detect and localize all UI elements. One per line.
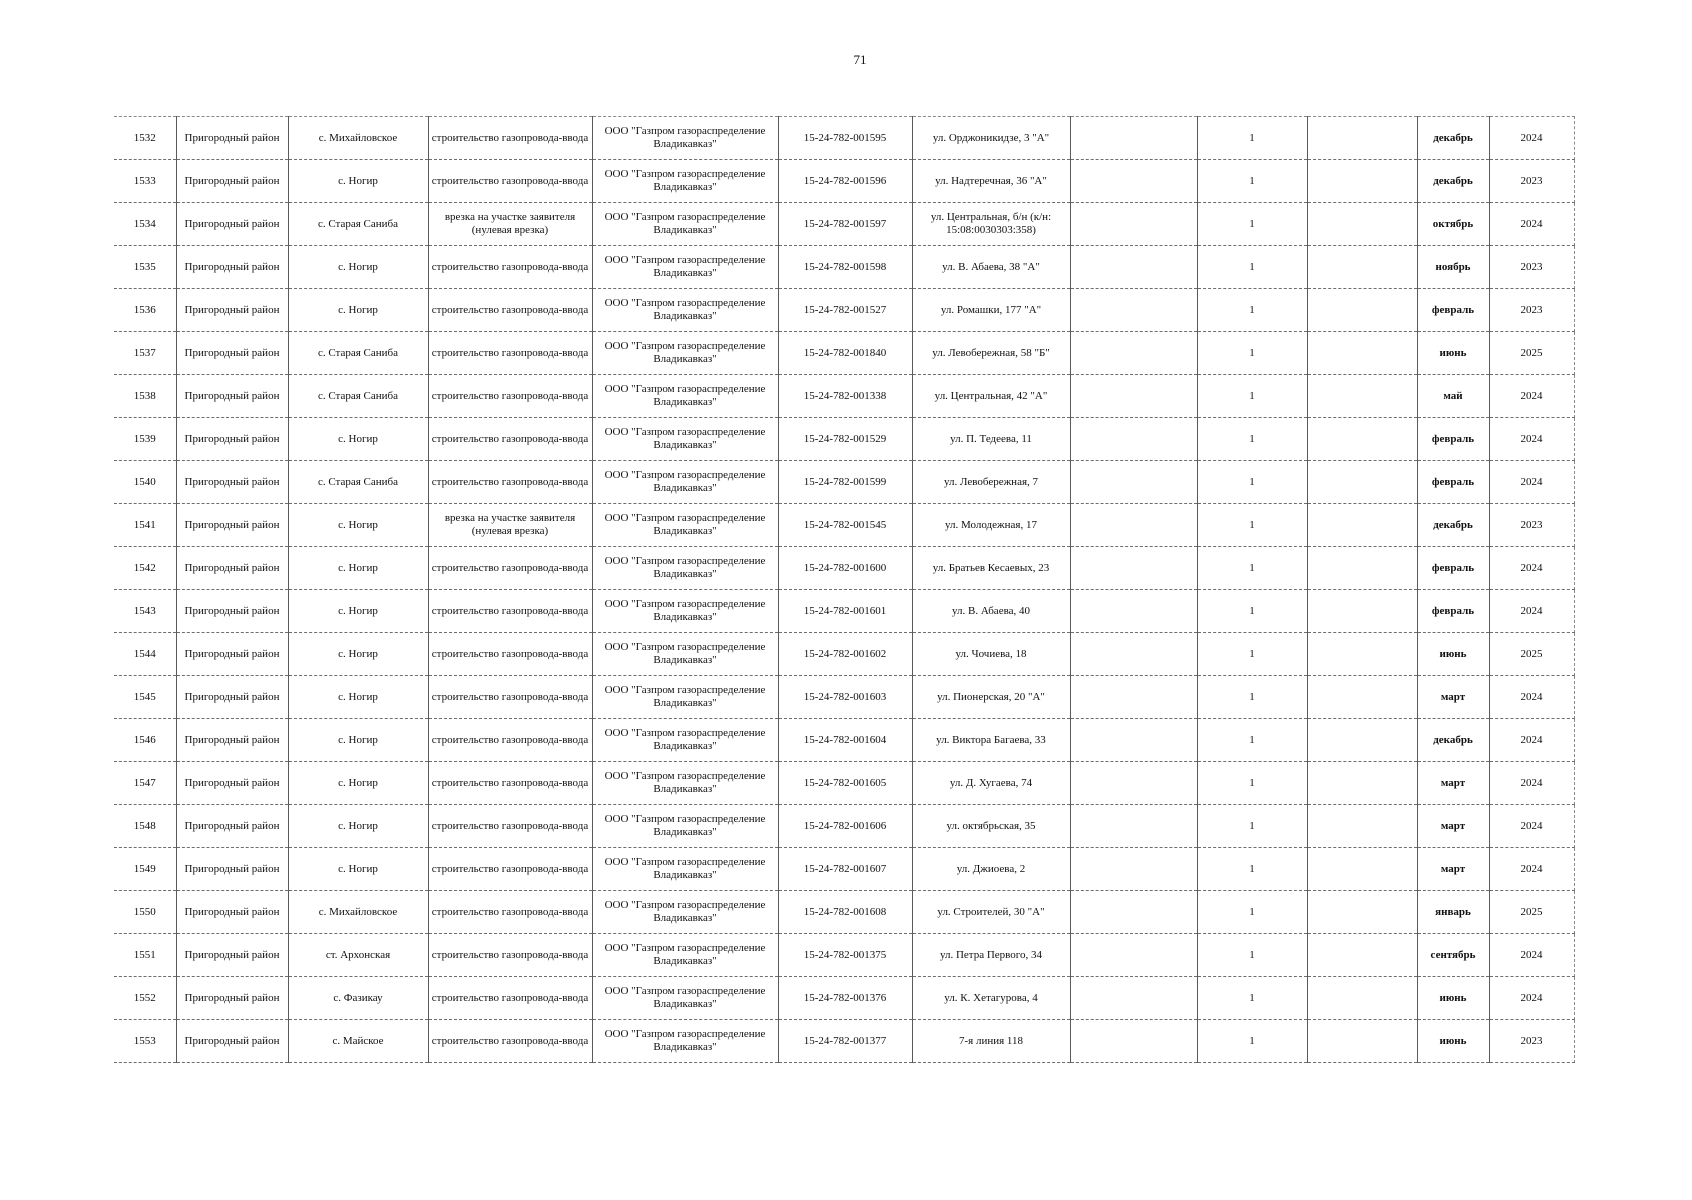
quantity-cell: 1 [1197, 633, 1307, 676]
empty-cell [1307, 762, 1417, 805]
year-cell: 2024 [1489, 934, 1574, 977]
organization-cell: ООО "Газпром газораспределение Владикавказ" [592, 719, 778, 762]
work-type-cell: строительство газопровода-ввода [428, 676, 592, 719]
empty-cell [1070, 246, 1197, 289]
year-cell: 2025 [1489, 332, 1574, 375]
work-type-cell: строительство газопровода-ввода [428, 848, 592, 891]
settlement-cell: с. Ногир [288, 633, 428, 676]
quantity-cell: 1 [1197, 1020, 1307, 1063]
address-cell: ул. Левобережная, 7 [912, 461, 1070, 504]
district-cell: Пригородный район [176, 1020, 288, 1063]
month-cell: февраль [1417, 590, 1489, 633]
address-cell: ул. П. Тедеева, 11 [912, 418, 1070, 461]
year-cell: 2023 [1489, 246, 1574, 289]
quantity-cell: 1 [1197, 375, 1307, 418]
month-cell: декабрь [1417, 117, 1489, 160]
row-number: 1546 [114, 719, 176, 762]
application-code-cell: 15-24-782-001338 [778, 375, 912, 418]
address-cell: ул. Надтеречная, 36 "А" [912, 160, 1070, 203]
quantity-cell: 1 [1197, 547, 1307, 590]
quantity-cell: 1 [1197, 891, 1307, 934]
district-cell: Пригородный район [176, 762, 288, 805]
row-number: 1545 [114, 676, 176, 719]
quantity-cell: 1 [1197, 504, 1307, 547]
empty-cell [1070, 375, 1197, 418]
empty-cell [1070, 762, 1197, 805]
work-type-cell: строительство газопровода-ввода [428, 719, 592, 762]
empty-cell [1070, 504, 1197, 547]
quantity-cell: 1 [1197, 848, 1307, 891]
settlement-cell: с. Ногир [288, 547, 428, 590]
district-cell: Пригородный район [176, 418, 288, 461]
settlement-cell: с. Старая Саниба [288, 375, 428, 418]
address-cell: ул. Петра Первого, 34 [912, 934, 1070, 977]
work-type-cell: строительство газопровода-ввода [428, 1020, 592, 1063]
application-code-cell: 15-24-782-001545 [778, 504, 912, 547]
empty-cell [1307, 633, 1417, 676]
row-number: 1539 [114, 418, 176, 461]
work-type-cell: строительство газопровода-ввода [428, 418, 592, 461]
quantity-cell: 1 [1197, 590, 1307, 633]
organization-cell: ООО "Газпром газораспределение Владикавказ" [592, 934, 778, 977]
row-number: 1542 [114, 547, 176, 590]
work-type-cell: врезка на участке заявителя (нулевая врезка) [428, 203, 592, 246]
organization-cell: ООО "Газпром газораспределение Владикавказ" [592, 203, 778, 246]
year-cell: 2024 [1489, 375, 1574, 418]
month-cell: июнь [1417, 977, 1489, 1020]
year-cell: 2024 [1489, 977, 1574, 1020]
district-cell: Пригородный район [176, 590, 288, 633]
row-number: 1533 [114, 160, 176, 203]
address-cell: 7-я линия 118 [912, 1020, 1070, 1063]
row-number: 1548 [114, 805, 176, 848]
year-cell: 2024 [1489, 848, 1574, 891]
row-number: 1541 [114, 504, 176, 547]
empty-cell [1307, 590, 1417, 633]
application-code-cell: 15-24-782-001375 [778, 934, 912, 977]
work-type-cell: строительство газопровода-ввода [428, 375, 592, 418]
address-cell: ул. Пионерская, 20 "А" [912, 676, 1070, 719]
quantity-cell: 1 [1197, 805, 1307, 848]
empty-cell [1070, 547, 1197, 590]
organization-cell: ООО "Газпром газораспределение Владикавказ" [592, 375, 778, 418]
empty-cell [1070, 590, 1197, 633]
address-cell: ул. Ромашки, 177 "А" [912, 289, 1070, 332]
application-code-cell: 15-24-782-001598 [778, 246, 912, 289]
address-cell: ул. Орджоникидзе, 3 "А" [912, 117, 1070, 160]
address-cell: ул. Строителей, 30 "А" [912, 891, 1070, 934]
organization-cell: ООО "Газпром газораспределение Владикавказ" [592, 1020, 778, 1063]
empty-cell [1070, 418, 1197, 461]
table-row [114, 762, 1574, 805]
year-cell: 2024 [1489, 461, 1574, 504]
organization-cell: ООО "Газпром газораспределение Владикавказ" [592, 504, 778, 547]
address-cell: ул. Левобережная, 58 "Б" [912, 332, 1070, 375]
application-code-cell: 15-24-782-001377 [778, 1020, 912, 1063]
month-cell: сентябрь [1417, 934, 1489, 977]
organization-cell: ООО "Газпром газораспределение Владикавказ" [592, 848, 778, 891]
organization-cell: ООО "Газпром газораспределение Владикавказ" [592, 289, 778, 332]
month-cell: февраль [1417, 461, 1489, 504]
quantity-cell: 1 [1197, 461, 1307, 504]
quantity-cell: 1 [1197, 977, 1307, 1020]
month-cell: февраль [1417, 547, 1489, 590]
district-cell: Пригородный район [176, 160, 288, 203]
month-cell: февраль [1417, 289, 1489, 332]
application-code-cell: 15-24-782-001607 [778, 848, 912, 891]
empty-cell [1307, 805, 1417, 848]
year-cell: 2025 [1489, 891, 1574, 934]
table-row [114, 332, 1574, 375]
empty-cell [1070, 203, 1197, 246]
settlement-cell: с. Михайловское [288, 891, 428, 934]
settlement-cell: с. Михайловское [288, 117, 428, 160]
table-row [114, 160, 1574, 203]
empty-cell [1307, 934, 1417, 977]
settlement-cell: с. Ногир [288, 848, 428, 891]
organization-cell: ООО "Газпром газораспределение Владикавказ" [592, 633, 778, 676]
settlement-cell: с. Ногир [288, 805, 428, 848]
district-cell: Пригородный район [176, 117, 288, 160]
organization-cell: ООО "Газпром газораспределение Владикавказ" [592, 891, 778, 934]
empty-cell [1070, 117, 1197, 160]
application-code-cell: 15-24-782-001599 [778, 461, 912, 504]
empty-cell [1070, 848, 1197, 891]
settlement-cell: с. Ногир [288, 504, 428, 547]
month-cell: март [1417, 805, 1489, 848]
work-type-cell: строительство газопровода-ввода [428, 160, 592, 203]
year-cell: 2023 [1489, 289, 1574, 332]
address-cell: ул. Виктора Багаева, 33 [912, 719, 1070, 762]
row-number: 1550 [114, 891, 176, 934]
empty-cell [1070, 461, 1197, 504]
empty-cell [1307, 160, 1417, 203]
empty-cell [1070, 633, 1197, 676]
district-cell: Пригородный район [176, 633, 288, 676]
row-number: 1538 [114, 375, 176, 418]
district-cell: Пригородный район [176, 805, 288, 848]
table-row [114, 117, 1574, 160]
empty-cell [1307, 719, 1417, 762]
year-cell: 2024 [1489, 805, 1574, 848]
empty-cell [1307, 117, 1417, 160]
empty-cell [1307, 504, 1417, 547]
district-cell: Пригородный район [176, 676, 288, 719]
year-cell: 2024 [1489, 762, 1574, 805]
table-body [114, 117, 1574, 1063]
table-row [114, 547, 1574, 590]
quantity-cell: 1 [1197, 332, 1307, 375]
empty-cell [1307, 332, 1417, 375]
month-cell: декабрь [1417, 504, 1489, 547]
quantity-cell: 1 [1197, 719, 1307, 762]
application-code-cell: 15-24-782-001596 [778, 160, 912, 203]
month-cell: декабрь [1417, 719, 1489, 762]
district-cell: Пригородный район [176, 246, 288, 289]
row-number: 1549 [114, 848, 176, 891]
organization-cell: ООО "Газпром газораспределение Владикавказ" [592, 977, 778, 1020]
work-type-cell: строительство газопровода-ввода [428, 805, 592, 848]
year-cell: 2024 [1489, 719, 1574, 762]
empty-cell [1070, 160, 1197, 203]
settlement-cell: ст. Архонская [288, 934, 428, 977]
table-row [114, 977, 1574, 1020]
table-row [114, 418, 1574, 461]
quantity-cell: 1 [1197, 934, 1307, 977]
month-cell: январь [1417, 891, 1489, 934]
application-code-cell: 15-24-782-001604 [778, 719, 912, 762]
row-number: 1552 [114, 977, 176, 1020]
organization-cell: ООО "Газпром газораспределение Владикавказ" [592, 590, 778, 633]
table-row [114, 590, 1574, 633]
settlement-cell: с. Ногир [288, 289, 428, 332]
application-code-cell: 15-24-782-001608 [778, 891, 912, 934]
row-number: 1536 [114, 289, 176, 332]
district-cell: Пригородный район [176, 719, 288, 762]
address-cell: ул. В. Абаева, 40 [912, 590, 1070, 633]
application-code-cell: 15-24-782-001602 [778, 633, 912, 676]
quantity-cell: 1 [1197, 289, 1307, 332]
month-cell: октябрь [1417, 203, 1489, 246]
month-cell: июнь [1417, 1020, 1489, 1063]
year-cell: 2023 [1489, 504, 1574, 547]
work-type-cell: врезка на участке заявителя (нулевая врезка) [428, 504, 592, 547]
row-number: 1553 [114, 1020, 176, 1063]
district-cell: Пригородный район [176, 848, 288, 891]
work-type-cell: строительство газопровода-ввода [428, 590, 592, 633]
quantity-cell: 1 [1197, 160, 1307, 203]
table-row [114, 633, 1574, 676]
row-number: 1540 [114, 461, 176, 504]
quantity-cell: 1 [1197, 676, 1307, 719]
quantity-cell: 1 [1197, 762, 1307, 805]
year-cell: 2024 [1489, 547, 1574, 590]
year-cell: 2024 [1489, 676, 1574, 719]
empty-cell [1070, 289, 1197, 332]
organization-cell: ООО "Газпром газораспределение Владикавказ" [592, 332, 778, 375]
work-type-cell: строительство газопровода-ввода [428, 633, 592, 676]
row-number: 1537 [114, 332, 176, 375]
empty-cell [1307, 418, 1417, 461]
row-number: 1532 [114, 117, 176, 160]
table-row [114, 676, 1574, 719]
table-row [114, 289, 1574, 332]
district-cell: Пригородный район [176, 375, 288, 418]
work-type-cell: строительство газопровода-ввода [428, 461, 592, 504]
table-row [114, 934, 1574, 977]
district-cell: Пригородный район [176, 289, 288, 332]
empty-cell [1307, 977, 1417, 1020]
empty-cell [1070, 1020, 1197, 1063]
district-cell: Пригородный район [176, 547, 288, 590]
work-type-cell: строительство газопровода-ввода [428, 289, 592, 332]
application-code-cell: 15-24-782-001600 [778, 547, 912, 590]
month-cell: март [1417, 848, 1489, 891]
empty-cell [1307, 1020, 1417, 1063]
year-cell: 2024 [1489, 117, 1574, 160]
application-code-cell: 15-24-782-001595 [778, 117, 912, 160]
work-type-cell: строительство газопровода-ввода [428, 891, 592, 934]
organization-cell: ООО "Газпром газораспределение Владикавказ" [592, 246, 778, 289]
organization-cell: ООО "Газпром газораспределение Владикавказ" [592, 547, 778, 590]
address-cell: ул. В. Абаева, 38 "А" [912, 246, 1070, 289]
work-type-cell: строительство газопровода-ввода [428, 934, 592, 977]
settlement-cell: с. Фазикау [288, 977, 428, 1020]
row-number: 1547 [114, 762, 176, 805]
settlement-cell: с. Ногир [288, 590, 428, 633]
quantity-cell: 1 [1197, 418, 1307, 461]
empty-cell [1307, 203, 1417, 246]
empty-cell [1307, 461, 1417, 504]
work-type-cell: строительство газопровода-ввода [428, 977, 592, 1020]
month-cell: май [1417, 375, 1489, 418]
organization-cell: ООО "Газпром газораспределение Владикавказ" [592, 117, 778, 160]
month-cell: июнь [1417, 633, 1489, 676]
empty-cell [1070, 977, 1197, 1020]
page-number: 71 [853, 52, 867, 67]
month-cell: июнь [1417, 332, 1489, 375]
work-type-cell: строительство газопровода-ввода [428, 117, 592, 160]
row-number: 1543 [114, 590, 176, 633]
work-type-cell: строительство газопровода-ввода [428, 762, 592, 805]
empty-cell [1307, 848, 1417, 891]
settlement-cell: с. Майское [288, 1020, 428, 1063]
table-row [114, 461, 1574, 504]
application-code-cell: 15-24-782-001605 [778, 762, 912, 805]
district-cell: Пригородный район [176, 203, 288, 246]
empty-cell [1070, 891, 1197, 934]
application-code-cell: 15-24-782-001597 [778, 203, 912, 246]
address-cell: ул. Центральная, 42 "А" [912, 375, 1070, 418]
year-cell: 2023 [1489, 160, 1574, 203]
district-cell: Пригородный район [176, 934, 288, 977]
quantity-cell: 1 [1197, 117, 1307, 160]
empty-cell [1307, 289, 1417, 332]
organization-cell: ООО "Газпром газораспределение Владикавказ" [592, 805, 778, 848]
work-type-cell: строительство газопровода-ввода [428, 547, 592, 590]
settlement-cell: с. Ногир [288, 160, 428, 203]
empty-cell [1070, 805, 1197, 848]
empty-cell [1070, 934, 1197, 977]
settlement-cell: с. Ногир [288, 418, 428, 461]
district-cell: Пригородный район [176, 461, 288, 504]
district-cell: Пригородный район [176, 504, 288, 547]
row-number: 1535 [114, 246, 176, 289]
empty-cell [1070, 719, 1197, 762]
table-row [114, 891, 1574, 934]
district-cell: Пригородный район [176, 891, 288, 934]
table-row [114, 375, 1574, 418]
settlement-cell: с. Ногир [288, 762, 428, 805]
district-cell: Пригородный район [176, 977, 288, 1020]
address-cell: ул. Братьев Кесаевых, 23 [912, 547, 1070, 590]
row-number: 1551 [114, 934, 176, 977]
settlement-cell: с. Ногир [288, 246, 428, 289]
empty-cell [1307, 246, 1417, 289]
work-type-cell: строительство газопровода-ввода [428, 332, 592, 375]
organization-cell: ООО "Газпром газораспределение Владикавказ" [592, 762, 778, 805]
organization-cell: ООО "Газпром газораспределение Владикавказ" [592, 676, 778, 719]
month-cell: март [1417, 762, 1489, 805]
application-code-cell: 15-24-782-001527 [778, 289, 912, 332]
work-type-cell: строительство газопровода-ввода [428, 246, 592, 289]
address-cell: ул. Д. Хугаева, 74 [912, 762, 1070, 805]
application-code-cell: 15-24-782-001376 [778, 977, 912, 1020]
settlement-cell: с. Старая Саниба [288, 332, 428, 375]
application-code-cell: 15-24-782-001601 [778, 590, 912, 633]
month-cell: март [1417, 676, 1489, 719]
year-cell: 2023 [1489, 1020, 1574, 1063]
gas-connection-register-table [114, 116, 1575, 1063]
table-row [114, 848, 1574, 891]
application-code-cell: 15-24-782-001606 [778, 805, 912, 848]
row-number: 1544 [114, 633, 176, 676]
address-cell: ул. Джиоева, 2 [912, 848, 1070, 891]
year-cell: 2024 [1489, 418, 1574, 461]
table-row [114, 1020, 1574, 1063]
settlement-cell: с. Старая Саниба [288, 461, 428, 504]
table-row [114, 719, 1574, 762]
settlement-cell: с. Ногир [288, 719, 428, 762]
empty-cell [1307, 676, 1417, 719]
empty-cell [1070, 676, 1197, 719]
empty-cell [1307, 891, 1417, 934]
address-cell: ул. Центральная, б/н (к/н: 15:08:0030303:358) [912, 203, 1070, 246]
month-cell: декабрь [1417, 160, 1489, 203]
settlement-cell: с. Ногир [288, 676, 428, 719]
settlement-cell: с. Старая Саниба [288, 203, 428, 246]
table-row [114, 504, 1574, 547]
empty-cell [1307, 375, 1417, 418]
row-number: 1534 [114, 203, 176, 246]
organization-cell: ООО "Газпром газораспределение Владикавказ" [592, 160, 778, 203]
empty-cell [1070, 332, 1197, 375]
application-code-cell: 15-24-782-001529 [778, 418, 912, 461]
organization-cell: ООО "Газпром газораспределение Владикавказ" [592, 461, 778, 504]
address-cell: ул. К. Хетагурова, 4 [912, 977, 1070, 1020]
month-cell: февраль [1417, 418, 1489, 461]
year-cell: 2024 [1489, 203, 1574, 246]
organization-cell: ООО "Газпром газораспределение Владикавказ" [592, 418, 778, 461]
address-cell: ул. Молодежная, 17 [912, 504, 1070, 547]
table-row [114, 246, 1574, 289]
address-cell: ул. Чочиева, 18 [912, 633, 1070, 676]
empty-cell [1307, 547, 1417, 590]
quantity-cell: 1 [1197, 246, 1307, 289]
year-cell: 2025 [1489, 633, 1574, 676]
table-row [114, 805, 1574, 848]
year-cell: 2024 [1489, 590, 1574, 633]
district-cell: Пригородный район [176, 332, 288, 375]
application-code-cell: 15-24-782-001603 [778, 676, 912, 719]
quantity-cell: 1 [1197, 203, 1307, 246]
month-cell: ноябрь [1417, 246, 1489, 289]
address-cell: ул. октябрьская, 35 [912, 805, 1070, 848]
table-row [114, 203, 1574, 246]
application-code-cell: 15-24-782-001840 [778, 332, 912, 375]
